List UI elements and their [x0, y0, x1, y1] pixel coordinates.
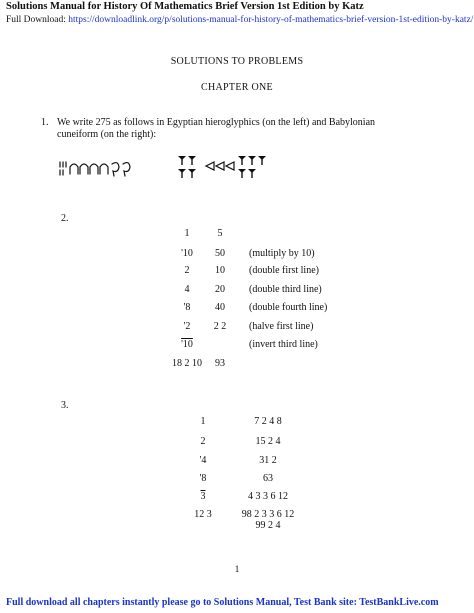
- cell-a: '10: [181, 248, 193, 259]
- cell-b: 40: [215, 302, 225, 313]
- cell-b: 99 2 4: [255, 520, 281, 531]
- cell-note: (double fourth line): [249, 302, 328, 313]
- cell-a: '2: [183, 321, 191, 332]
- cell-b: 5: [217, 228, 223, 239]
- cell-note: (halve first line): [249, 321, 314, 332]
- problem-1: [41, 117, 417, 141]
- download-line: [6, 15, 473, 25]
- babylonian-cuneiform-icon: [176, 153, 276, 181]
- cell-a: '8: [183, 302, 191, 313]
- cell-b: 10: [215, 265, 225, 276]
- cell-a: 2: [200, 436, 206, 447]
- cell-a: 2: [184, 265, 190, 276]
- problem-1-text: We write 275 as follows in Egyptian hieroglyphics (on the left) and Babylonian cuneiform (on the right):: [57, 117, 376, 140]
- egyptian-hieroglyph-icon: [57, 158, 137, 178]
- footer-link[interactable]: Full download all chapters instantly please go to Solutions Manual, Test Bank site: TestBankLive.com: [6, 597, 439, 608]
- cell-b: 7 2 4 8: [254, 416, 282, 427]
- cell-a: 3: [200, 491, 206, 502]
- download-link[interactable]: https://downloadlink.org/p/solutions-manual-for-history-of-mathematics-brief-version-1st-edition-by-katz/: [68, 15, 474, 25]
- cell-note: (invert third line): [249, 339, 318, 350]
- cell-b: 93: [215, 358, 225, 369]
- cell-b: 15 2 4: [255, 436, 281, 447]
- cell-a: '8: [199, 473, 207, 484]
- cell-a: '10: [181, 339, 193, 350]
- cell-b: 2 2: [213, 321, 227, 332]
- cell-a: '4: [199, 455, 207, 466]
- cell-a: 18 2 10: [172, 358, 202, 369]
- cell-note: (double third line): [249, 284, 322, 295]
- problem-2-number: 2.: [61, 213, 69, 224]
- cell-b: 31 2: [259, 455, 277, 466]
- cell-a: 1: [184, 228, 190, 239]
- chapter-heading: CHAPTER ONE: [201, 82, 273, 93]
- problem-number: 1.: [41, 117, 49, 128]
- cell-b: 20: [215, 284, 225, 295]
- problem-3-number: 3.: [61, 400, 69, 411]
- section-heading: SOLUTIONS TO PROBLEMS: [170, 56, 304, 67]
- document-title: Solutions Manual for History Of Mathematics Brief Version 1st Edition by Katz: [6, 1, 364, 12]
- cell-b: 4 3 3 6 12: [248, 491, 288, 502]
- cell-b: 63: [263, 473, 273, 484]
- cell-note: (multiply by 10): [249, 248, 315, 259]
- cell-a: 4: [184, 284, 190, 295]
- page-number: 1: [234, 565, 240, 575]
- download-label: Full Download:: [6, 15, 66, 25]
- cell-b: 98 2 3 3 6 12: [241, 509, 295, 520]
- cell-note: (double first line): [249, 265, 319, 276]
- cell-b: 50: [215, 248, 225, 259]
- cell-a: 12 3: [194, 509, 212, 520]
- cell-a: 1: [200, 416, 206, 427]
